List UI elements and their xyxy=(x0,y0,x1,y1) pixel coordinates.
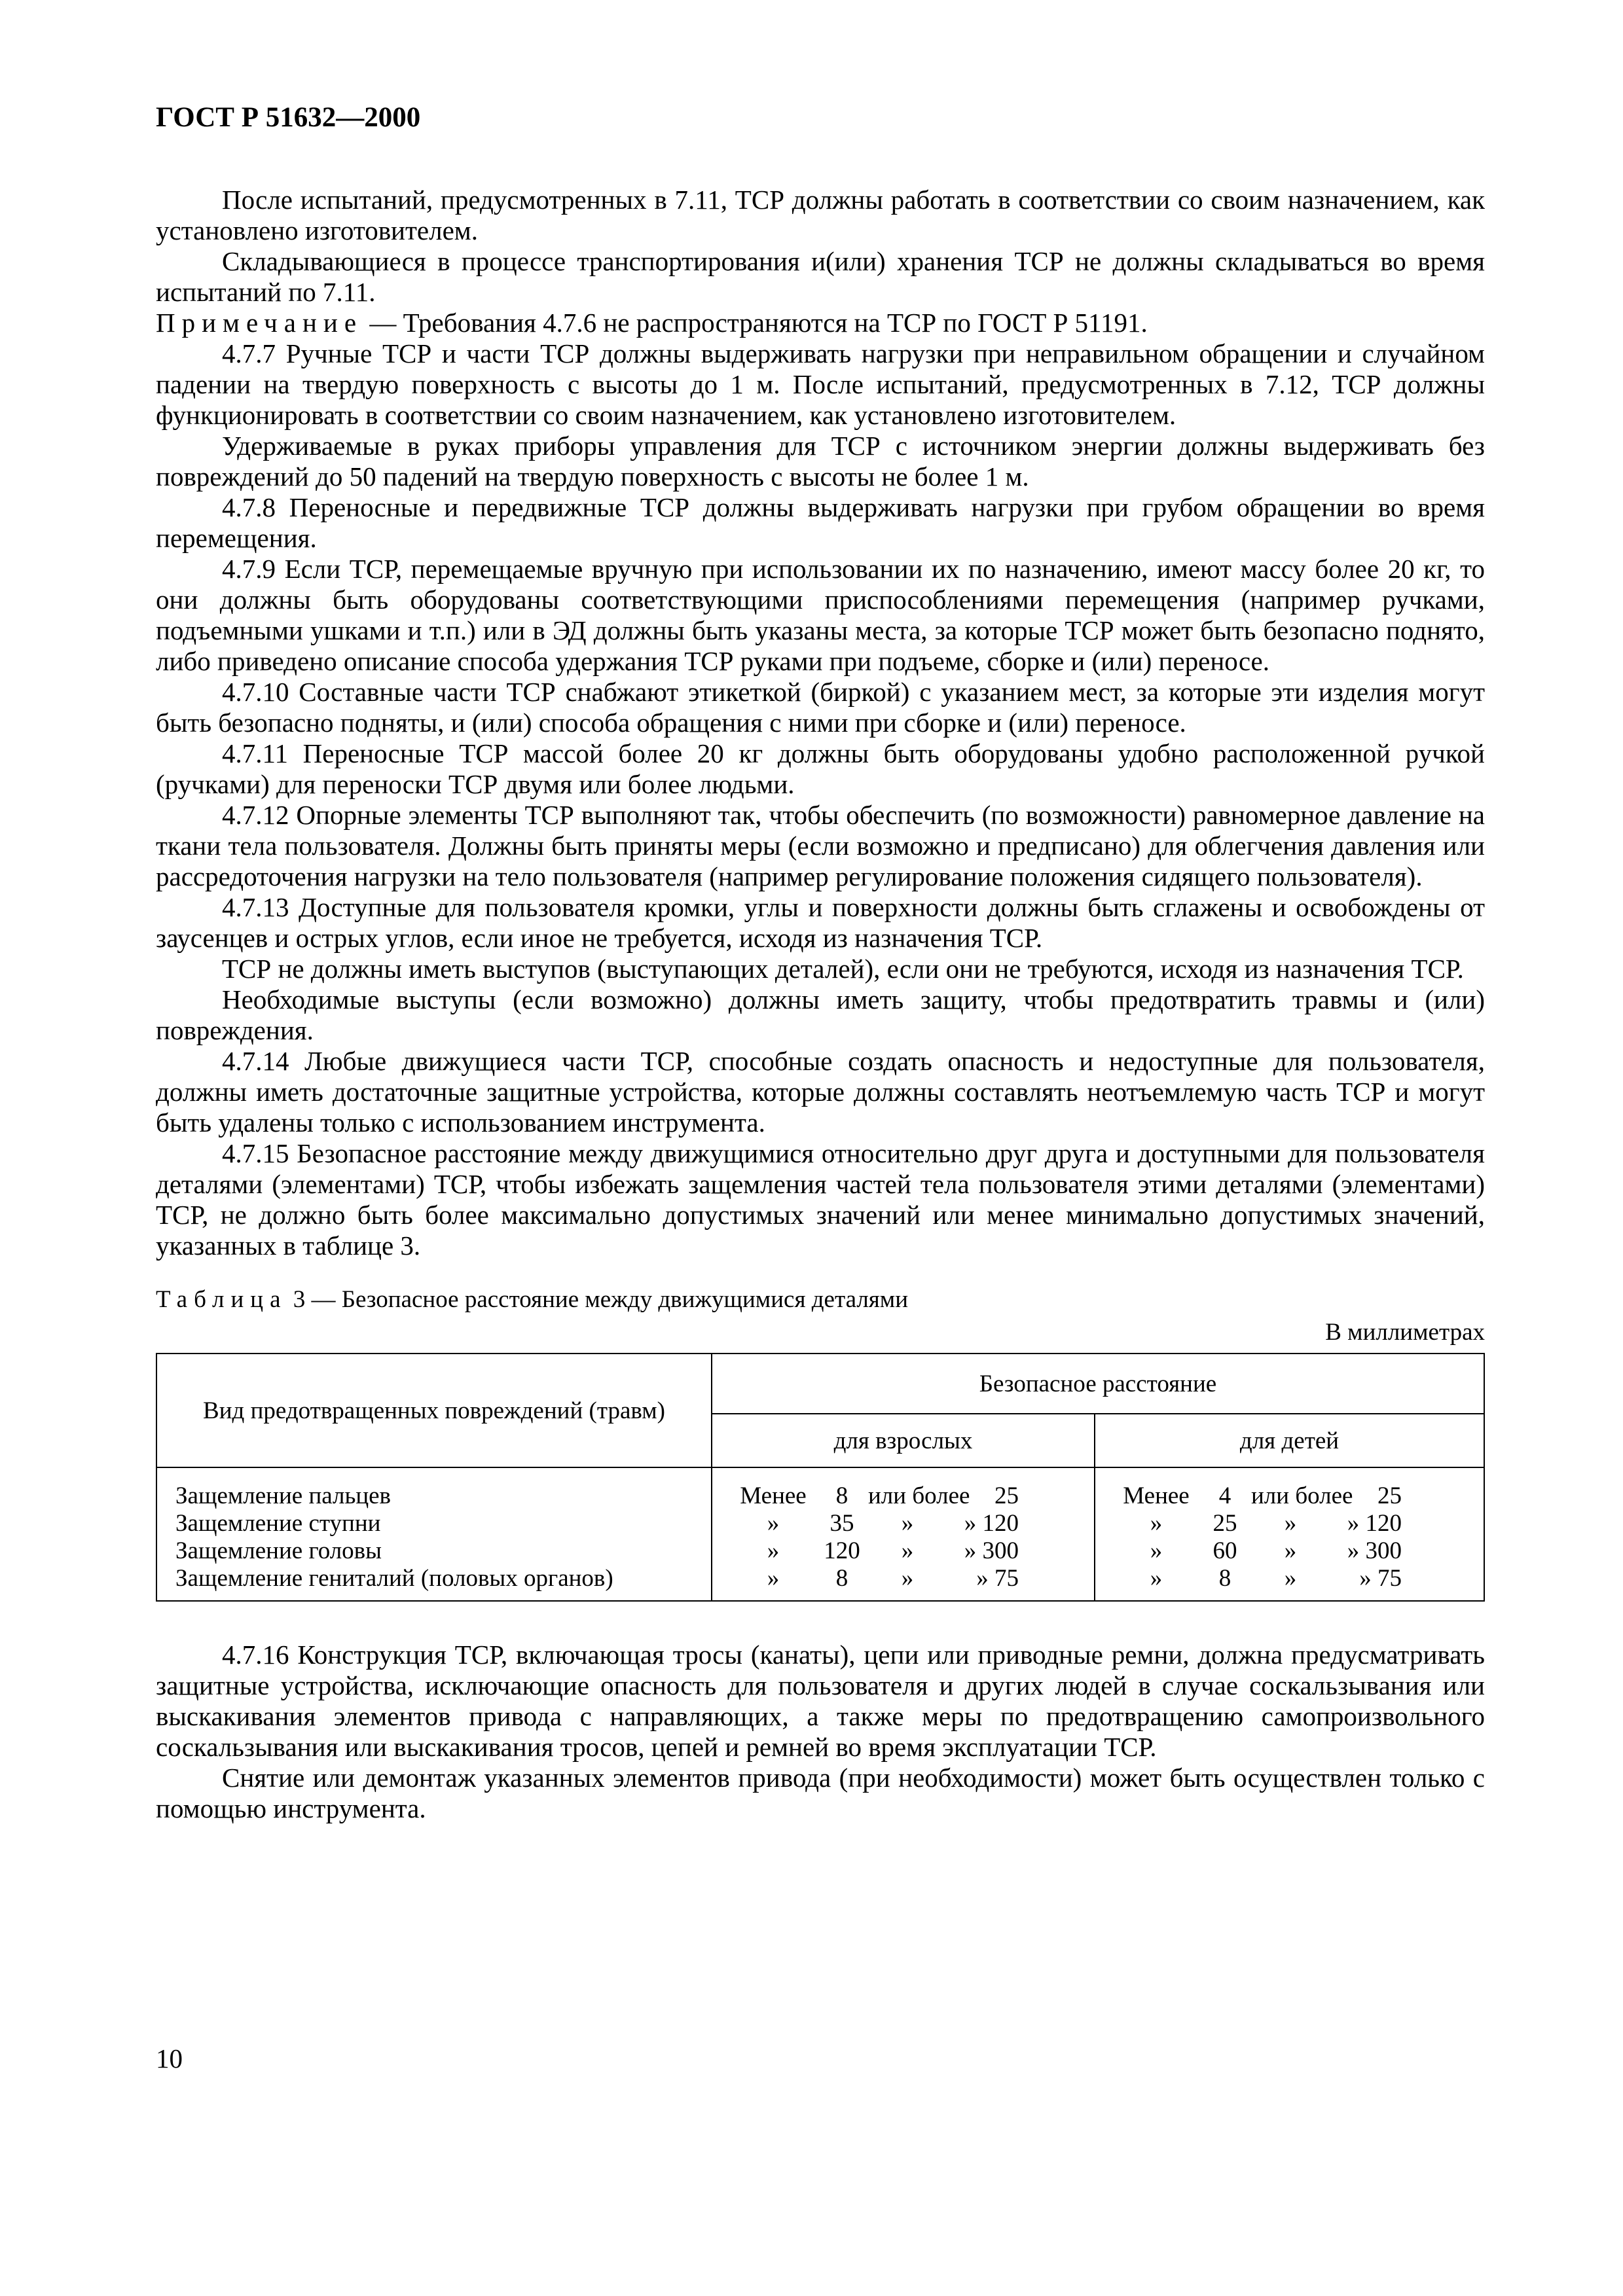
adults-distance-row xyxy=(731,1510,1085,1537)
note xyxy=(156,308,1485,338)
dist-part: или более xyxy=(1251,1482,1353,1509)
dist-part: » 75 xyxy=(976,1565,1019,1592)
dist-part: » 300 xyxy=(1347,1537,1402,1564)
paragraph: ТСР не должны иметь выступов (выступающих деталей), если они не требуются, исходя из назначения ТСР. xyxy=(222,954,1464,984)
document-page xyxy=(156,98,1485,1824)
dist-part: » xyxy=(767,1510,780,1537)
table-caption-label: Таблица xyxy=(156,1286,287,1313)
adults-distance-row xyxy=(731,1482,1085,1510)
paragraph: 4.7.15 Безопасное расстояние между движущимися относительно друг друга и доступными для пользователя деталями (элементами) ТСР, чтобы избежать защемления частей тела пользователя этими деталями (элементами) ТСР, не должно быть более максимально допустимых значений или менее минимально допустимых значений, указанных в таблице 3. xyxy=(156,1138,1485,1261)
children-column xyxy=(1095,1467,1484,1601)
header-children: для детей xyxy=(1095,1414,1484,1467)
dist-part: 35 xyxy=(830,1510,854,1537)
paragraph: 4.7.11 Переносные ТСР массой более 20 кг должны быть оборудованы удобно расположенной ручкой (ручками) для переноски ТСР двумя или более людьми. xyxy=(156,738,1485,799)
table-caption xyxy=(156,1285,1485,1315)
safety-distance-table xyxy=(156,1353,1485,1602)
injury-cell: Защемление гениталий (половых органов) xyxy=(175,1565,613,1592)
body-text-top xyxy=(156,185,1485,1261)
dist-part: » xyxy=(1150,1510,1163,1537)
dist-part: 8 xyxy=(1218,1565,1231,1592)
injury-cell: Защемление головы xyxy=(175,1537,382,1564)
dist-part: » xyxy=(767,1537,780,1564)
adults-column xyxy=(712,1467,1095,1601)
dist-part: » 120 xyxy=(964,1510,1019,1537)
dist-part: » xyxy=(1284,1565,1297,1592)
dist-part: 120 xyxy=(824,1537,860,1564)
note-text: — Требования 4.7.6 не распространяются на ТСР по ГОСТ Р 51191. xyxy=(363,308,1148,338)
dist-part: 4 xyxy=(1218,1482,1231,1509)
paragraph: 4.7.9 Если ТСР, перемещаемые вручную при использовании их по назначению, имеют массу более 20 кг, то они должны быть оборудованы соответствующими приспособлениями перемещения (например ручками, подъемными ушками и т.п.) или в ЭД должны быть указаны места, за которые ТСР может быть безопасно поднято, либо приведено описание способа удержания ТСР руками при подъеме, сборке и (или) переносе. xyxy=(156,554,1485,676)
paragraph: 4.7.14 Любые движущиеся части ТСР, способные создать опасность и недоступные для пользователя, должны иметь достаточные защитные устройства, которые должны составлять неотъемлемую часть ТСР и могут быть удалены только с использованием инструмента. xyxy=(156,1046,1485,1138)
paragraph: Снятие или демонтаж указанных элементов привода (при необходимости) может быть осуществлен только с помощью инструмента. xyxy=(156,1763,1485,1823)
header-distance: Безопасное расстояние xyxy=(712,1354,1484,1414)
adults-distance-row xyxy=(731,1565,1085,1592)
header-injury: Вид предотвращенных повреждений (травм) xyxy=(156,1354,712,1467)
table-units: В миллиметрах xyxy=(1325,1319,1485,1346)
dist-part: » 120 xyxy=(1347,1510,1402,1537)
paragraph: Удерживаемые в руках приборы управления для ТСР с источником энергии должны выдерживать без повреждений до 50 падений на твердую поверхность с высоты не более 1 м. xyxy=(156,431,1485,492)
paragraph: После испытаний, предусмотренных в 7.11, ТСР должны работать в соответствии со своим назначением, как установлено изготовителем. xyxy=(156,185,1485,245)
children-distance-row xyxy=(1114,1565,1474,1592)
injury-cell: Защемление пальцев xyxy=(175,1482,392,1509)
dist-part: » xyxy=(901,1565,914,1592)
injury-column xyxy=(156,1467,712,1601)
dist-part: 25 xyxy=(994,1482,1019,1509)
injury-cell: Защемление ступни xyxy=(175,1510,381,1537)
page-number: 10 xyxy=(156,2043,183,2073)
table-body-row xyxy=(156,1467,1484,1601)
paragraph: Необходимые выступы (если возможно) должны иметь защиту, чтобы предотвратить травмы и (или) повреждения. xyxy=(156,984,1485,1045)
paragraph: 4.7.8 Переносные и передвижные ТСР должны выдерживать нагрузки при грубом обращении во время перемещения. xyxy=(156,492,1485,553)
paragraph: 4.7.13 Доступные для пользователя кромки, углы и поверхности должны быть сглажены и освобождены от заусенцев и острых углов, если иное не требуется, исходя из назначения ТСР. xyxy=(156,892,1485,953)
dist-part: Менее xyxy=(1123,1482,1190,1509)
dist-part: » 75 xyxy=(1359,1565,1402,1592)
dist-part: » xyxy=(1284,1510,1297,1537)
children-distance-row xyxy=(1114,1537,1474,1565)
paragraph: 4.7.7 Ручные ТСР и части ТСР должны выдерживать нагрузки при неправильном обращении и случайном падении на твердую поверхность с высоты до 1 м. После испытаний, предусмотренных в 7.12, ТСР должны функционировать в соответствии со своим назначением, как установлено изготовителем. xyxy=(156,338,1485,430)
dist-part: » xyxy=(901,1510,914,1537)
table-caption-text: 3 — Безопасное расстояние между движущимися деталями xyxy=(287,1286,909,1313)
dist-part: или более xyxy=(868,1482,970,1509)
note-label: Примечание xyxy=(156,308,363,338)
dist-part: Менее xyxy=(740,1482,807,1509)
dist-part: 8 xyxy=(835,1482,848,1509)
dist-part: 25 xyxy=(1377,1482,1402,1509)
dist-part: » xyxy=(901,1537,914,1564)
dist-part: » xyxy=(1150,1537,1163,1564)
dist-part: » xyxy=(767,1565,780,1592)
paragraph: 4.7.16 Конструкция ТСР, включающая тросы (канаты), цепи или приводные ремни, должна предусматривать защитные устройства, исключающие опасность для пользователя и других людей в случае соскальзывания или выскакивания элементов привода с направляющих, а также меры по предотвращению самопроизвольного соскальзывания или выскакивания тросов, цепей и ремней во время эксплуатации ТСР. xyxy=(156,1640,1485,1762)
dist-part: 8 xyxy=(835,1565,848,1592)
dist-part: 60 xyxy=(1213,1537,1237,1564)
body-text-bottom xyxy=(156,1640,1485,1824)
dist-part: » xyxy=(1284,1537,1297,1564)
children-distance-row xyxy=(1114,1482,1474,1510)
paragraph: Складывающиеся в процессе транспортирования и(или) хранения ТСР не должны складываться во время испытаний по 7.11. xyxy=(156,246,1485,307)
dist-part: 25 xyxy=(1213,1510,1237,1537)
standard-header: ГОСТ Р 51632—2000 xyxy=(156,102,421,133)
children-distance-row xyxy=(1114,1510,1474,1537)
paragraph: 4.7.12 Опорные элементы ТСР выполняют так, чтобы обеспечить (по возможности) равномерное давление на ткани тела пользователя. Должны быть приняты меры (если возможно и предписано) для облегчения давления или рассредоточения нагрузки на тело пользователя (например регулирование положения сидящего пользователя). xyxy=(156,800,1485,891)
header-adults: для взрослых xyxy=(712,1414,1095,1467)
paragraph: 4.7.10 Составные части ТСР снабжают этикеткой (биркой) с указанием мест, за которые эти изделия могут быть безопасно подняты, и (или) способа обращения с ними при сборке и (или) переносе. xyxy=(156,677,1485,738)
adults-distance-row xyxy=(731,1537,1085,1565)
dist-part: » xyxy=(1150,1565,1163,1592)
dist-part: » 300 xyxy=(964,1537,1019,1564)
